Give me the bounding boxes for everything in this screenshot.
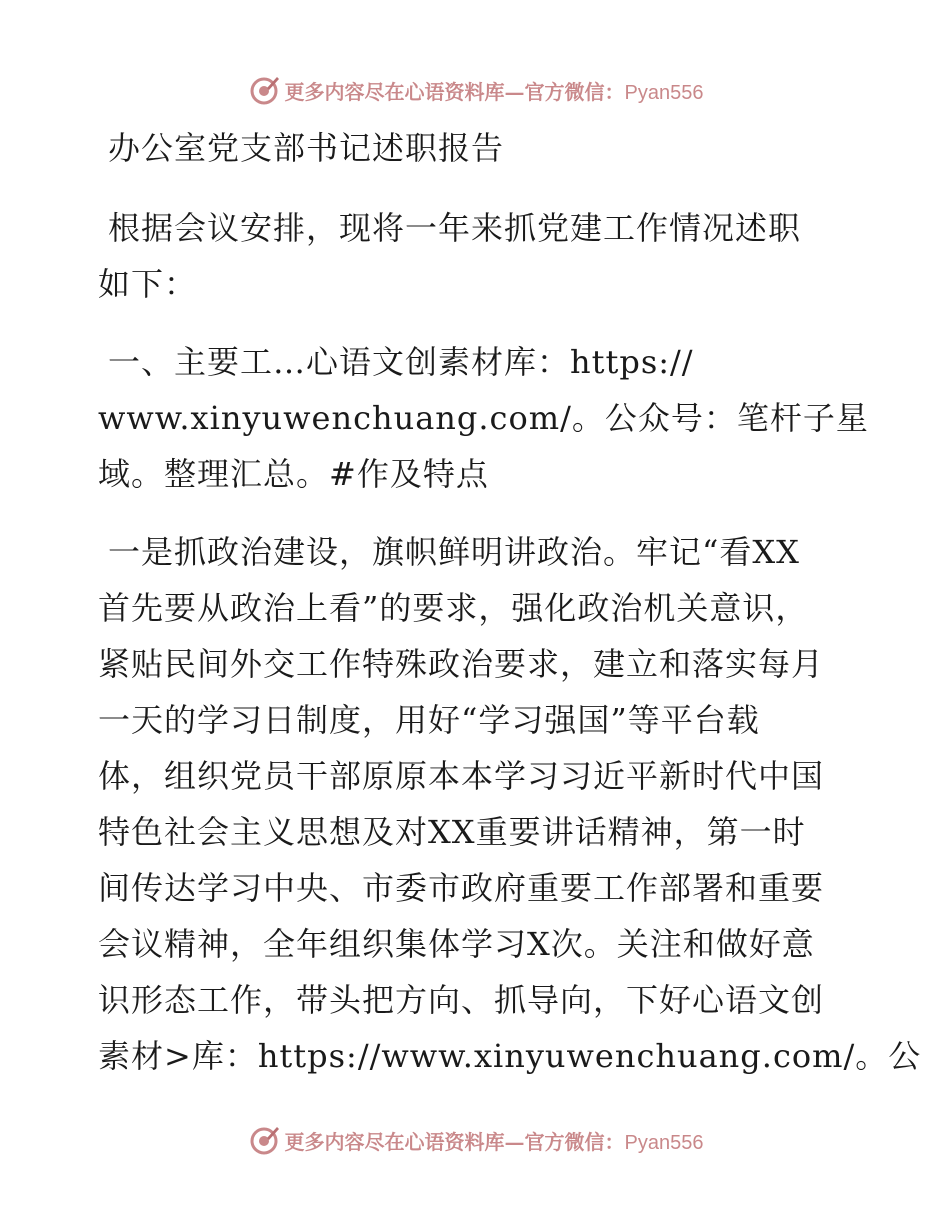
- brush-logo-icon: [247, 73, 281, 107]
- text-line: 特色社会主义思想及对XX重要讲话精神，第一时: [98, 813, 806, 851]
- text-line: 根据会议安排，现将一年来抓党建工作情况述职: [108, 209, 802, 247]
- document-title: 办公室党支部书记述职报告: [108, 129, 505, 167]
- document-body: [98, 120, 922, 1084]
- section-heading-paragraph: [98, 334, 869, 502]
- text-line: 一天的学习日制度，用好“学习强国”等平台载: [98, 701, 760, 739]
- text-line: 素材>库：https://www.xinyuwenchuang.com/。公: [98, 1037, 922, 1075]
- text-line: 一是抓政治建设，旗帜鲜明讲政治。牢记“看XX: [108, 533, 800, 571]
- body-paragraph: [98, 524, 922, 1084]
- watermark-text: 更多内容尽在心语资料库—官方微信：Pyan556: [284, 1129, 704, 1154]
- text-line: 如下：: [98, 265, 198, 303]
- watermark-banner-bottom: [0, 1120, 950, 1160]
- intro-paragraph: [98, 200, 858, 312]
- text-line: 域。整理汇总。#作及特点: [98, 455, 489, 493]
- text-line: 间传达学习中央、市委市政府重要工作部署和重要: [98, 869, 825, 907]
- text-line: 会议精神，全年组织集体学习X次。关注和做好意: [98, 925, 815, 963]
- text-line: 首先要从政治上看”的要求，强化政治机关意识，: [98, 589, 809, 627]
- watermark-text: 更多内容尽在心语资料库—官方微信：Pyan556: [284, 79, 704, 104]
- text-line: 体，组织党员干部原原本本学习习近平新时代中国: [98, 757, 825, 795]
- text-line: 紧贴民间外交工作特殊政治要求，建立和落实每月: [98, 645, 825, 683]
- brush-logo-icon: [247, 1123, 281, 1157]
- text-line: 识形态工作，带头把方向、抓导向，下好心语文创: [98, 981, 825, 1019]
- text-line: 一、主要工…心语文创素材库：https://: [108, 343, 694, 381]
- text-line: www.xinyuwenchuang.com/。公众号：笔杆子星: [98, 399, 869, 437]
- watermark-banner-top: [0, 70, 950, 110]
